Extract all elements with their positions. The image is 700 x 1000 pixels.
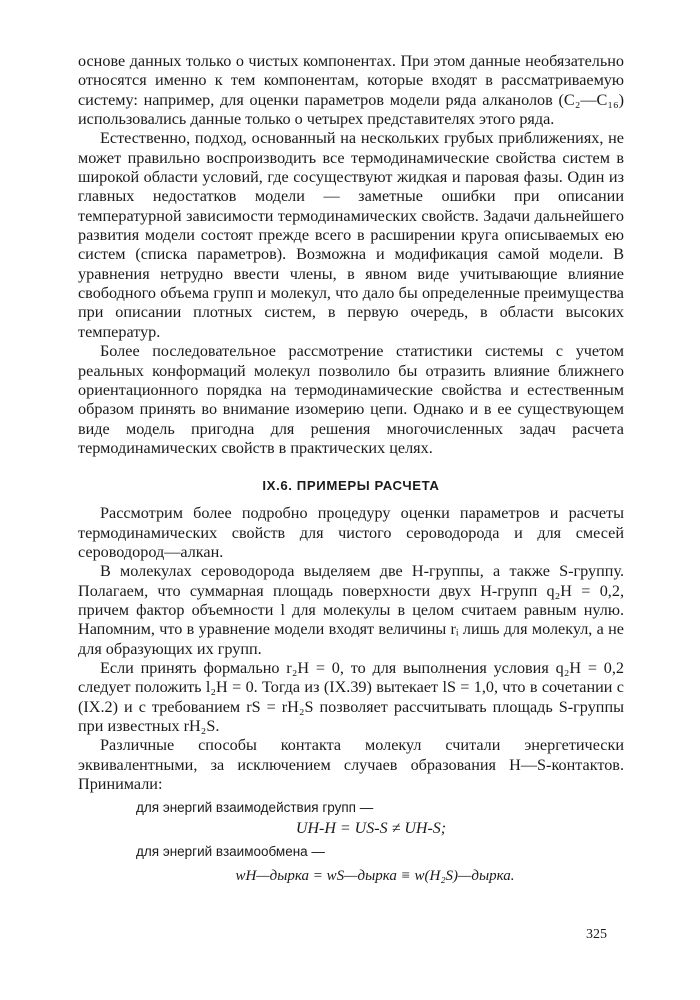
paragraph-3: Более последовательное рассмотрение статистики системы с учетом реальных конформаций молекул позволило бы отразить влияние ближнего ориентационного порядка на термодинамические свойства и естественным образом принять во внимание изомерию цепи. Однако и в ее существующем виде модель пригодна для решения многочисленных задач расчета термодинамических свойств в практических целях. (78, 342, 624, 457)
paragraph-2: Естественно, подход, основанный на нескольких грубых приближениях, не может правильно воспроизводить все термодинамические свойства систем в широкой области условий, где сосуществуют жидкая и паровая фазы. Один из главных недостатков модели — заметные ошибки при описании температурной зависимости термодинамических свойств. Задачи дальнейшего развития модели состоят прежде всего в расширении круга описываемых ею систем (списка параметров). Возможна и модификация самой модели. В уравнения нетрудно ввести члены, в явном виде учитывающие влияние свободного объема групп и молекул, что дало бы определенные преимущества при описании плотных систем, в первую очередь, в области высоких температур. (78, 129, 624, 341)
energy-lead-line: для энергий взаимодействия групп — (136, 800, 374, 816)
paragraph-7: Различные способы контакта молекул считали энергетически эквивалентными, за исключением случаев образования H—S-контактов. Принимали: (78, 736, 624, 794)
page-body (78, 52, 624, 885)
paragraph-6: Если принять формально r₂H = 0, то для выполнения условия q₂H = 0,2 следует положить l₂H = 0. Тогда из (IX.39) вытекает lS = 1,0, что в сочетании с (IX.2) и с требованием rS = rH₂S позволяет рассчитывать площадь S-группы при известных rH₂S. (78, 658, 624, 735)
section-title: IX.6. ПРИМЕРЫ РАСЧЕТА (262, 478, 440, 494)
paragraph-4: Рассмотрим более подробно процедуру оценки параметров и расчеты термодинамических свойств для чистого сероводорода и для смесей сероводород—алкан. (78, 504, 624, 561)
paragraph-1: основе данных только о чистых компонентах. При этом данные необязательно относятся именно к тем компонентам, которые входят в рассматриваемую систему: например, для оценки параметров модели ряда алканолов (C₂—C₁₆) использовались данные только о четырех представителях этого ряда. (78, 52, 624, 129)
paragraph-5: В молекулах сероводорода выделяем две H-группы, а также S-группу. Полагаем, что суммарная площадь поверхности двух H-групп q₂H = 0,2, причем фактор объемности l для молекулы в целом считаем равным нулю. Напомним, что в уравнение модели входят величины rᵢ лишь для молекул, а не для образующих их групп. (78, 562, 624, 658)
exchange-formula: wH—дырка = wS—дырка ≡ w(H₂S)—дырка. (235, 868, 515, 885)
energy-formula: UH-H = US-S ≠ UH-S; (295, 820, 447, 838)
page-number: 325 (586, 927, 607, 942)
exchange-lead-line: для энергий взаимообмена — (136, 844, 325, 860)
